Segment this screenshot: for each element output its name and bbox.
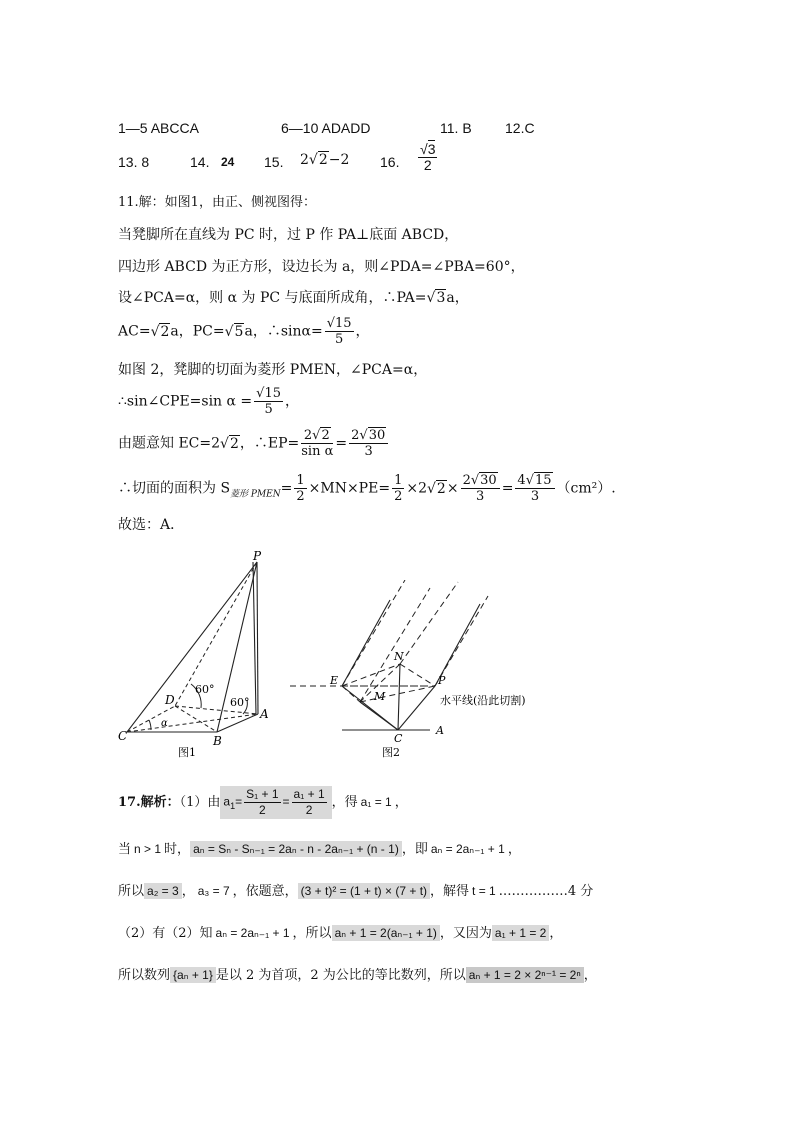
solution-11-line-5: 如图 2，凳脚的切面为菱形 PMEN，∠PCA=α， <box>118 362 428 378</box>
answer-14-value: 24 <box>221 155 235 169</box>
edge-BA <box>217 714 258 732</box>
solution-11-line-2: 四边形 ABCD 为正方形，设边长为 a，则∠PDA=∠PBA=60°， <box>118 259 525 275</box>
solution-11-line-1: 当凳脚所在直线为 PC 时，过 P 作 PA⊥底面 ABCD， <box>118 227 459 243</box>
edge-NP <box>400 664 435 686</box>
label-M: M <box>374 690 386 703</box>
solution-11-line-7: 由题意知 EC=2√2，∴EP= $\frac{2√2}{\text{sin α}}$ = $\frac{2√30}{3}$ <box>118 428 390 459</box>
label-P: P <box>253 549 262 563</box>
answer-12: 12.C <box>505 120 535 136</box>
solution-11-line-6: ∴sin∠CPE=sin α = $\frac{√15}{5}$ ， <box>118 386 300 417</box>
leg-E <box>342 600 390 686</box>
angle-label-60-a: 60° <box>195 683 215 696</box>
angle-label-60-b: 60° <box>230 696 250 709</box>
solution-17-line-4: （2）有（2）知 aₙ = 2aₙ₋₁ + 1 ，所以 aₙ + 1 = 2(aₙ₋₁ + 1) ，又因为 a₁ + 1 = 2 ， <box>118 926 563 941</box>
figure-2-diagram <box>290 580 560 760</box>
solution-17-line-5: 所以数列 {aₙ + 1} 是以 2 为首项，2 为公比的等比数列，所以 aₙ + 1 = 2 × 2ⁿ⁻¹ = 2ⁿ ， <box>118 968 597 983</box>
solution-11-conclusion: 故选：A． <box>118 517 185 533</box>
cut-line-note: 水平线(沿此切割) <box>440 694 526 707</box>
label-A: A <box>436 724 444 737</box>
solution-11-line-4: AC=√2a，PC=√5a，∴sinα= $\frac{√15}{5}$ ， <box>118 316 370 347</box>
edge-PD <box>175 562 257 706</box>
edge-NC <box>398 664 400 730</box>
solution-17-line-1: 17.解析：（1）由 $a_1=$ $\frac{\text{S₁ + 1}}{2}$ = $\frac{\text{a₁ + 1}}{2}$ ，得 a₁ = 1 ， <box>118 787 408 817</box>
solution-11-heading: 11.解：如图1，由正、侧视图得： <box>118 195 316 210</box>
label-E: E <box>330 674 339 687</box>
angle-label-alpha: α <box>161 718 168 729</box>
answer-13: 13. 8 <box>118 154 150 170</box>
label-N: N <box>394 650 404 663</box>
edge-PA <box>257 562 258 714</box>
answer-16-label: 16. <box>380 154 400 170</box>
label-D: D <box>165 693 175 707</box>
answer-1-5: 1—5 ABCCA <box>118 120 199 136</box>
label-C: C <box>118 729 128 743</box>
label-C: C <box>394 732 403 745</box>
solution-17-line-3: 所以 a₂ = 3 ， a₃ = 7 ，依题意， (3 + t)² = (1 + t) × (7 + t) ，解得 t = 1 .……………4 分 <box>118 884 594 899</box>
label-A: A <box>260 707 269 721</box>
figure-1-caption: 图1 <box>178 746 196 759</box>
label-P: P <box>438 674 446 687</box>
edge-EN <box>342 664 400 686</box>
answer-15-value: 2√2−2 <box>300 152 350 168</box>
solution-17-line-2: 当 n > 1 时， aₙ = Sₙ - Sₙ₋₁ = 2aₙ - n - 2aₙ₋₁ + (n - 1) ，即 aₙ = 2aₙ₋₁ + 1 ， <box>118 842 521 857</box>
answer-6-10: 6—10 ADADD <box>281 120 371 136</box>
answer-15-label: 15. <box>264 154 284 170</box>
figure-2-caption: 图2 <box>382 746 400 759</box>
edge-PA-2 <box>253 562 256 714</box>
solution-11-line-8: ∴切面的面积为 $S_{菱形 PMEN}=$ $\frac{1}{2}$ ×MN×PE= $\frac{1}{2}$ ×2√2× $\frac{2√30}{3}$ = $\frac{4√15}{3}$ （cm²）. <box>118 473 616 504</box>
leg-M-extension <box>360 588 430 702</box>
label-B: B <box>213 734 222 748</box>
edge-MC <box>360 702 398 730</box>
answer-row-2 <box>118 141 678 186</box>
answer-16-value: $\frac{√3}{2}$ <box>420 141 436 173</box>
solution-11-line-3: 设∠PCA=α，则 α 为 PC 与底面所成角，∴PA=√3a， <box>118 290 469 306</box>
answer-11: 11. B <box>440 120 472 136</box>
answer-14-label: 14. <box>190 154 210 170</box>
figure-1-diagram <box>115 548 285 760</box>
